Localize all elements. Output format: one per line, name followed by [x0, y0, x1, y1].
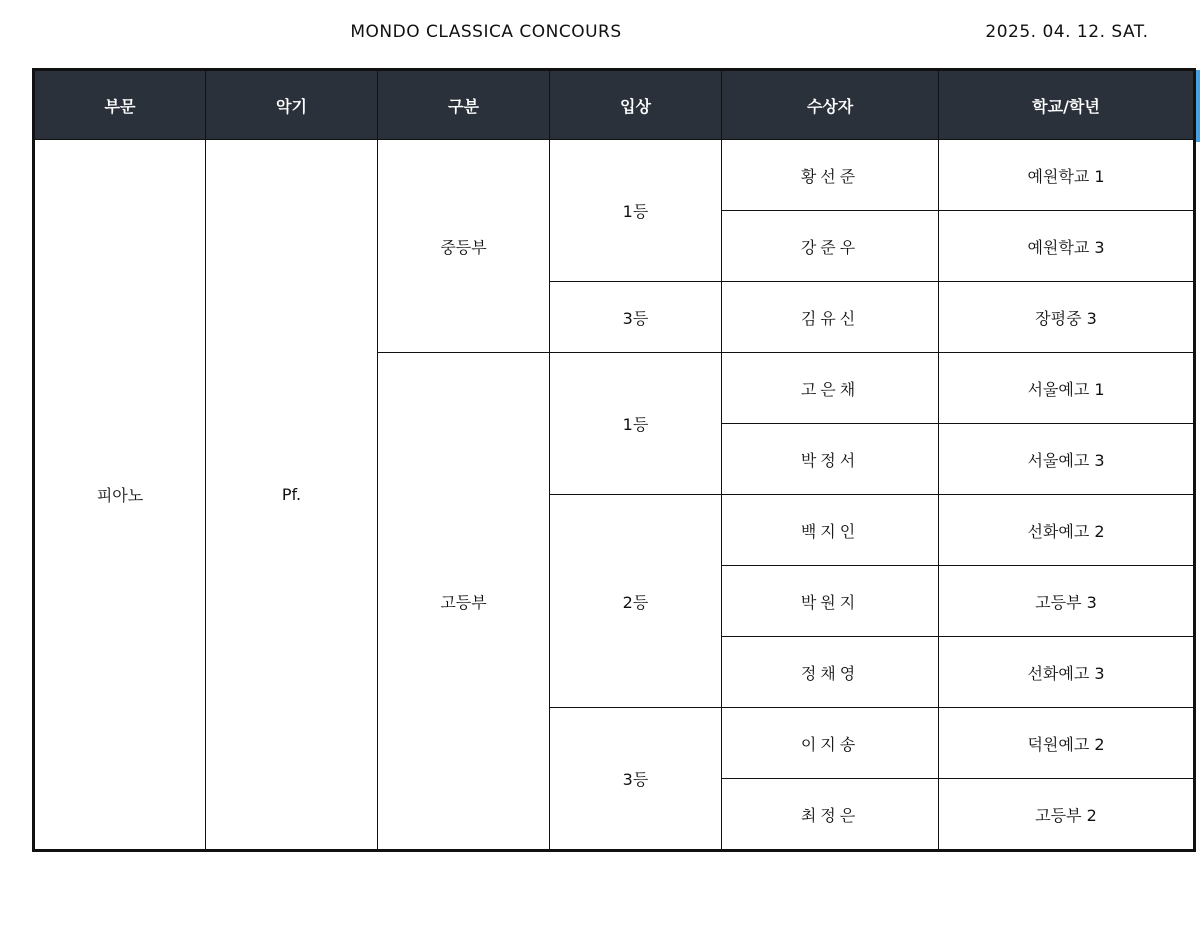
winner-name-cell: 정채영	[722, 637, 939, 708]
page-title: MONDO CLASSICA CONCOURS	[350, 22, 622, 42]
school-cell: 고등부 2	[939, 779, 1195, 851]
school-cell: 고등부 3	[939, 566, 1195, 637]
column-header-winner: 수상자	[722, 70, 939, 140]
column-header-division: 부문	[34, 70, 206, 140]
table-row	[34, 140, 1195, 211]
column-header-category: 구분	[378, 70, 550, 140]
rank-cell: 1등	[550, 353, 722, 495]
winner-name-cell: 고은채	[722, 353, 939, 424]
rank-cell: 2등	[550, 495, 722, 708]
winner-name-cell: 박원지	[722, 566, 939, 637]
rank-cell: 3등	[550, 282, 722, 353]
column-header-rank: 입상	[550, 70, 722, 140]
results-table	[32, 68, 1196, 852]
column-header-school-grade: 학교/학년	[939, 70, 1195, 140]
school-cell: 덕원예고 2	[939, 708, 1195, 779]
winner-name-cell: 황선준	[722, 140, 939, 211]
school-cell: 서울예고 1	[939, 353, 1195, 424]
winner-name-cell: 김유신	[722, 282, 939, 353]
winner-name-cell: 백지인	[722, 495, 939, 566]
school-cell: 선화예고 3	[939, 637, 1195, 708]
winner-name-cell: 이지송	[722, 708, 939, 779]
instrument-cell: Pf.	[206, 140, 378, 851]
rank-cell: 1등	[550, 140, 722, 282]
winner-name-cell: 최정은	[722, 779, 939, 851]
division-cell: 피아노	[34, 140, 206, 851]
category-cell: 중등부	[378, 140, 550, 353]
event-date: 2025. 04. 12. SAT.	[985, 22, 1149, 42]
school-cell: 서울예고 3	[939, 424, 1195, 495]
school-cell: 장평중 3	[939, 282, 1195, 353]
header-row	[34, 70, 1195, 140]
school-cell: 예원학교 3	[939, 211, 1195, 282]
column-header-instrument: 악기	[206, 70, 378, 140]
rank-cell: 3등	[550, 708, 722, 851]
school-cell: 선화예고 2	[939, 495, 1195, 566]
category-cell: 고등부	[378, 353, 550, 851]
winner-name-cell: 강준우	[722, 211, 939, 282]
winner-name-cell: 박정서	[722, 424, 939, 495]
school-cell: 예원학교 1	[939, 140, 1195, 211]
